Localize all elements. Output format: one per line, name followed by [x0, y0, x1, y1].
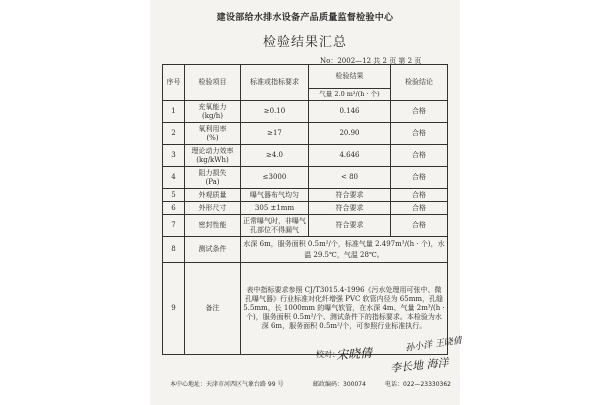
row-result: 符合要求 [309, 215, 391, 237]
row-item: 备注 [185, 263, 241, 355]
row-standard: 曝气器布气均匀 [241, 189, 309, 202]
row-no: 2 [163, 123, 185, 145]
header-seq: 序号 [163, 65, 185, 101]
inspector-signature: 孙小洋 王晓倩 [404, 336, 463, 354]
table-row [163, 215, 448, 237]
row-no: 5 [163, 189, 185, 202]
row-conclusion: 合格 [391, 145, 448, 167]
header-result-subtitle: 气量 2.0 m³/(h · 个) [309, 89, 391, 101]
table-header-row [163, 65, 448, 89]
document-number: No：2002—12 共 2 页 第 2 页 [320, 57, 422, 65]
checker-signature: 宋晓倩 [335, 345, 373, 363]
test-conditions-text: 水深 6m，服务面积 0.5m²/个，标准气量 2.497m³/(h · 个)，水温 29.5℃，气温 28℃。 [241, 237, 448, 263]
row-result: 符合要求 [309, 189, 391, 202]
footer-postcode: 邮政编码：300074 [313, 381, 366, 388]
row-no: 1 [163, 101, 185, 123]
row-conclusion: 合格 [391, 167, 448, 189]
table-row [163, 189, 448, 202]
row-item: 外形尺寸 [185, 202, 241, 215]
row-conclusion: 合格 [391, 101, 448, 123]
row-item: 阻力损失 (Pa) [185, 167, 241, 189]
table-row [163, 202, 448, 215]
remarks-text: 表中指标要求参照 CJ/T3015.4-1996《污水处理用可张中、微孔曝气器》行业标准对化纤增强 PVC 软管内径为 65mm，孔缝 5.5mm，长 1000mm 的曝气软管，在水深 4m、气量 2m³/(h · 个)，服务面积 0.5m²/个、测试条件下的指标要求。本检验为水深 6m，服务面积 0.5m²/个，可参照行业标准执行。 [241, 263, 448, 355]
row-result: 0.146 [309, 101, 391, 123]
row-no: 3 [163, 145, 185, 167]
row-item: 氧利用率 (%) [185, 123, 241, 145]
page-title: 检验结果汇总 [262, 35, 347, 50]
row-result: 20.90 [309, 123, 391, 145]
row-conclusion: 合格 [391, 189, 448, 202]
row-item: 测试条件 [185, 237, 241, 263]
row-result: 符合要求 [309, 202, 391, 215]
row-standard: ≥4.0 [241, 145, 309, 167]
row-item: 理论动力效率 (kg/kWh) [185, 145, 241, 167]
row-conclusion: 合格 [391, 123, 448, 145]
row-conclusion: 合格 [391, 202, 448, 215]
table-row [163, 101, 448, 123]
table-row [163, 123, 448, 145]
organization-header: 建设部给水排水设备产品质量监督检验中心 [216, 13, 394, 23]
header-standard: 标准或指标要求 [241, 65, 309, 101]
table-row [163, 167, 448, 189]
row-no: 4 [163, 167, 185, 189]
checker-label: 校对： [316, 350, 340, 359]
row-standard: ≥17 [241, 123, 309, 145]
footer-address: 本中心地址：天津市河西区气象台路 99 号 [170, 381, 284, 388]
row-standard: ≥0.10 [241, 101, 309, 123]
conditions-row [163, 237, 448, 263]
row-no: 7 [163, 215, 185, 237]
row-item: 充氧能力 (kg/h) [185, 101, 241, 123]
row-standard: 正常曝气时，非曝气孔部位不得漏气 [241, 215, 309, 237]
row-standard: 305 ±1mm [241, 202, 309, 215]
row-standard: ≤3000 [241, 167, 309, 189]
row-conclusion: 合格 [391, 215, 448, 237]
results-table [162, 64, 448, 355]
row-item: 外观质量 [185, 189, 241, 202]
footer-phone: 电话：022—23330362 [385, 381, 451, 388]
row-no: 9 [163, 263, 185, 355]
header-item: 检验项目 [185, 65, 241, 101]
row-result: < 80 [309, 167, 391, 189]
row-no: 8 [163, 237, 185, 263]
header-result: 检验结果 [309, 65, 391, 89]
header-conclusion: 检验结论 [391, 65, 448, 101]
row-result: 4.646 [309, 145, 391, 167]
row-no: 6 [163, 202, 185, 215]
row-item: 密封性能 [185, 215, 241, 237]
approver-signature: 李长地 海洋 [389, 355, 450, 376]
table-row [163, 145, 448, 167]
